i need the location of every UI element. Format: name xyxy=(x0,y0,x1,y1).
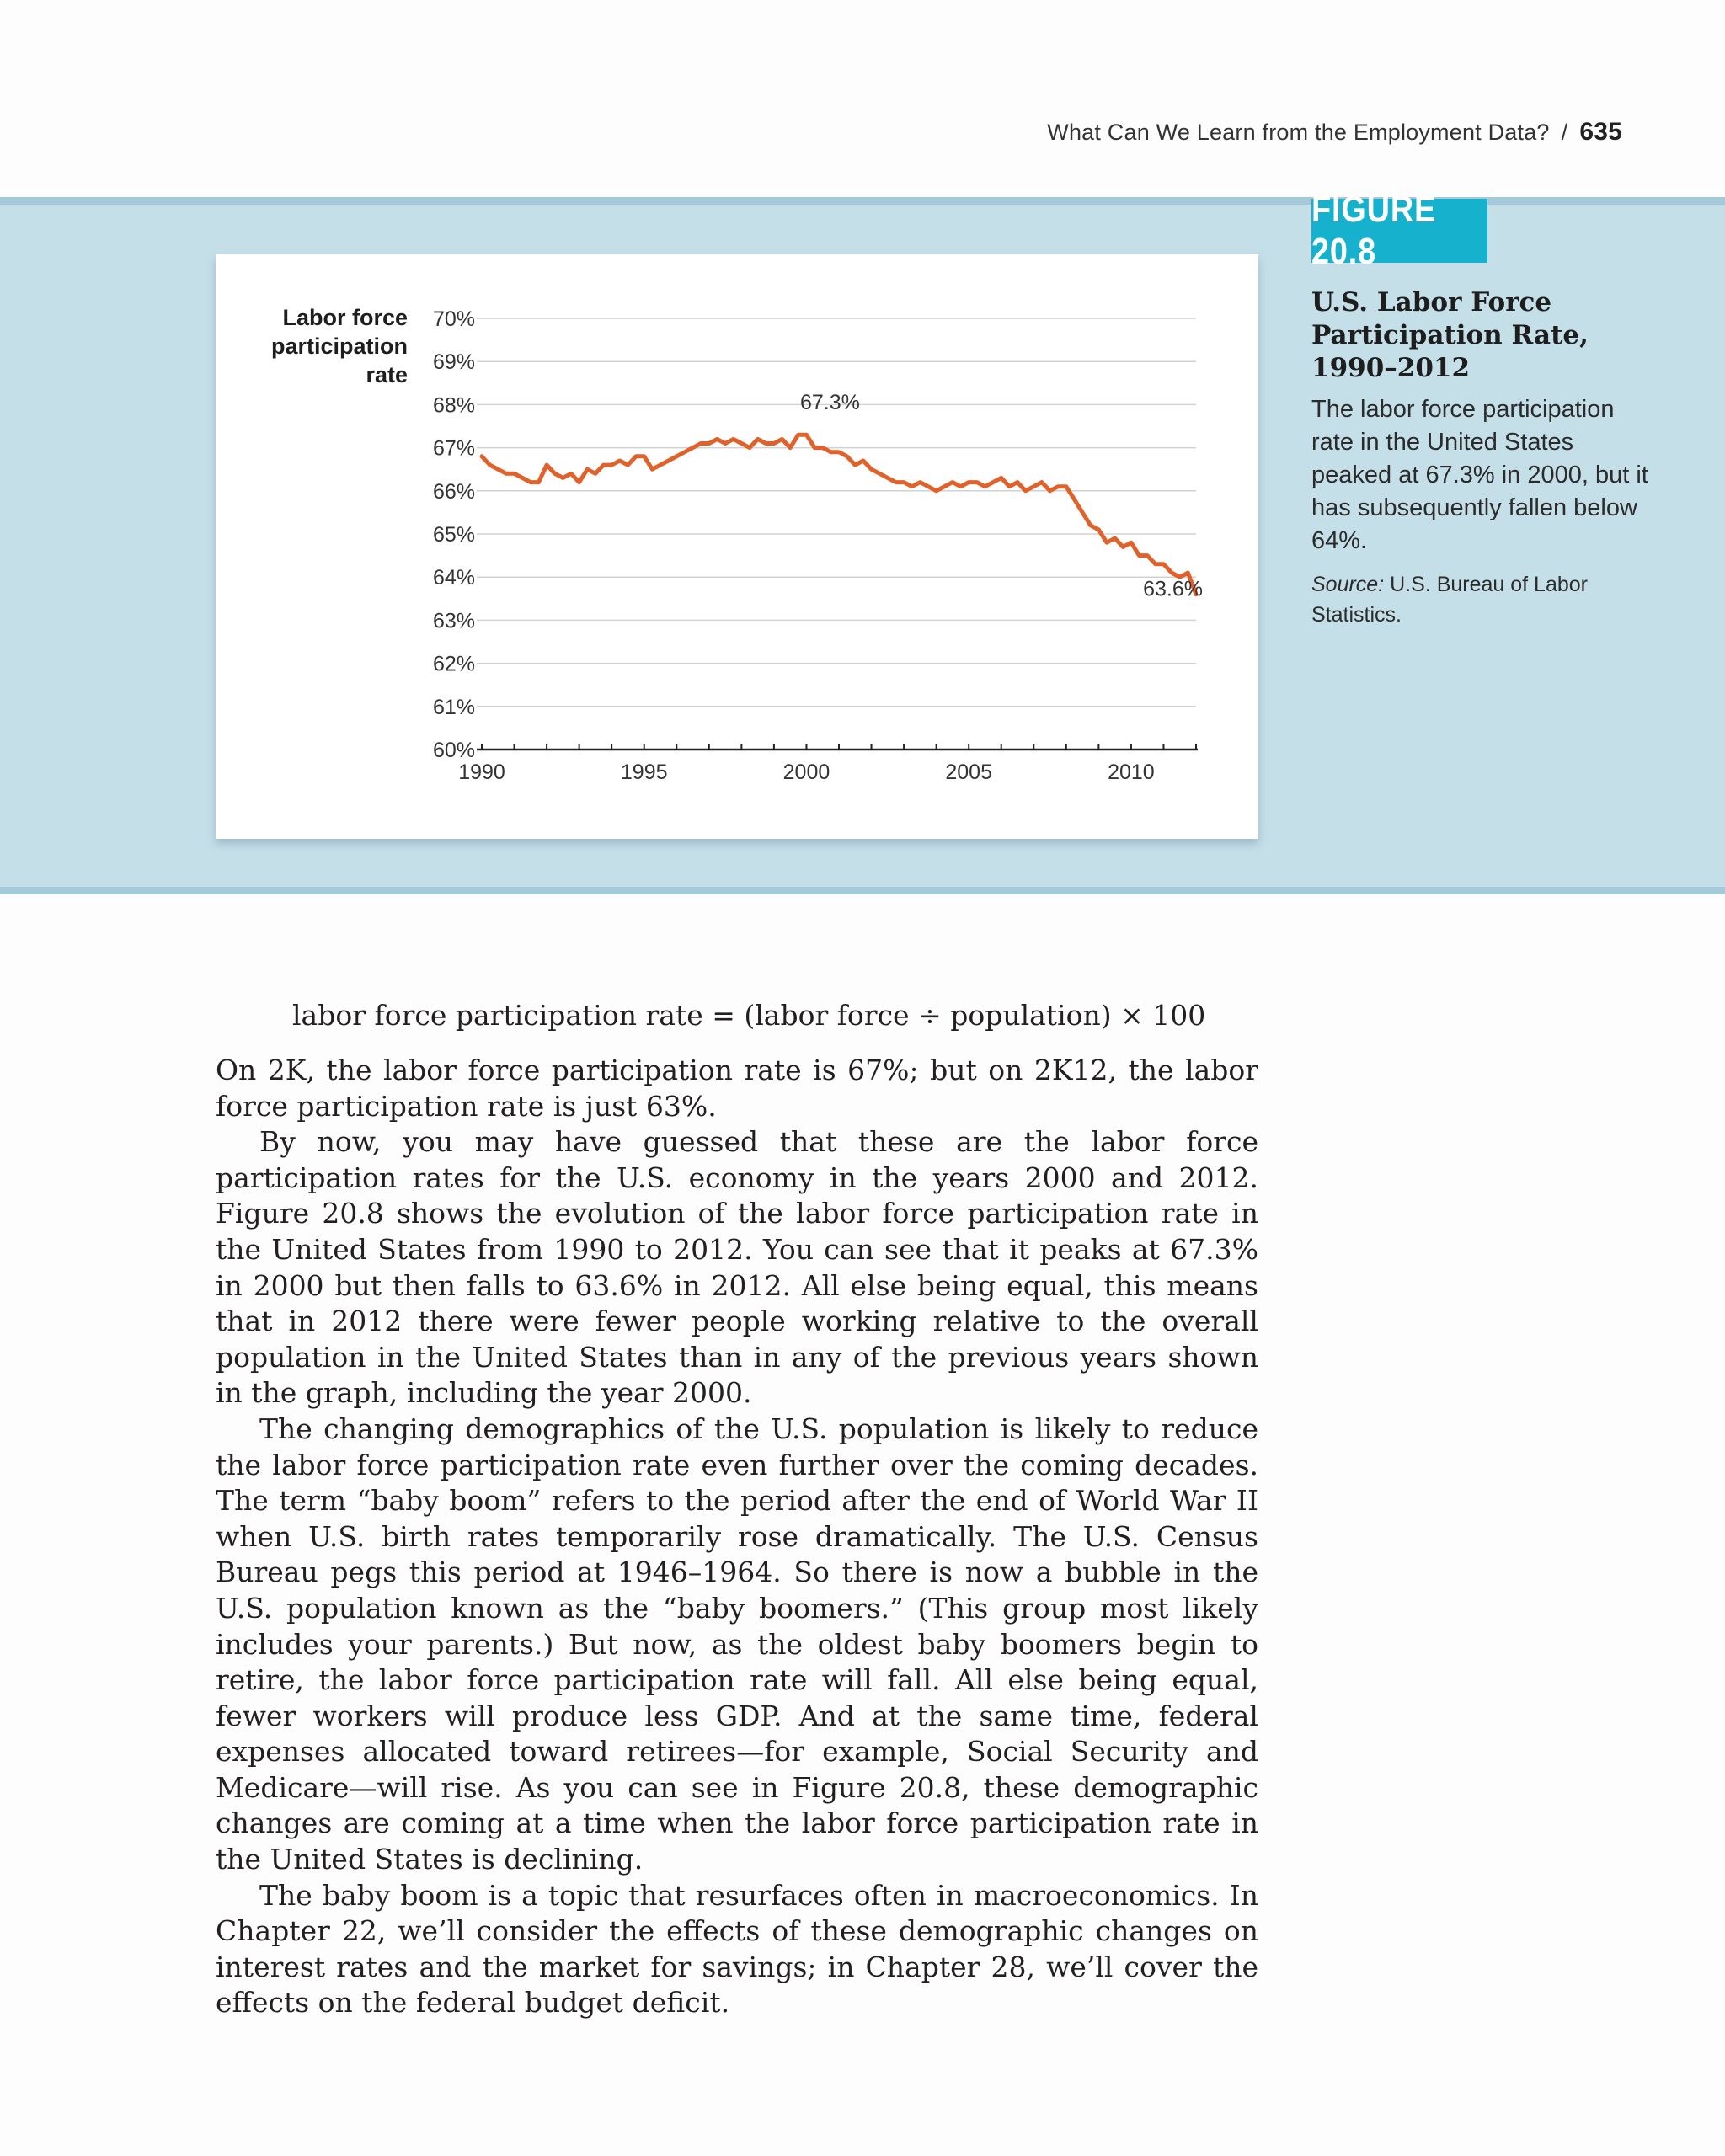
running-title: What Can We Learn from the Employment Data? xyxy=(1047,120,1550,145)
y-tick-label: 64% xyxy=(432,566,475,590)
source-label: Source: xyxy=(1311,573,1385,596)
y-tick-label: 62% xyxy=(432,652,475,676)
figure-description: The labor force participation rate in the United States peaked at 67.3% in 2000, but it has subsequently fallen below 64%. xyxy=(1311,396,1648,554)
x-tick-label: 1995 xyxy=(620,760,668,784)
figure-label: FIGURE 20.8 xyxy=(1311,199,1487,263)
equation: labor force participation rate = (labor force ÷ population) × 100 xyxy=(292,999,1206,1032)
y-axis-label xyxy=(271,305,408,387)
x-tick-label: 2005 xyxy=(945,760,992,784)
x-tick-label: 1990 xyxy=(458,760,505,784)
paragraph-3: The changing demographics of the U.S. population is likely to reduce the labor force participation rate even further over the coming decades. The term “baby boom” refers to the period after the end of World War II when U.S. birth rates temporarily rose dramatically. The U.S. Census Bureau pegs this period at 1946–1964. So there is now a bubble in the U.S. population known as the “baby boomers.” (This group most likely includes your parents.) But now, as the oldest baby boomers begin to retire, the labor force participation rate will fall. All else being equal, fewer workers will produce less GDP. And at the same time, federal expenses allocated toward retirees—for example, Social Security and Medicare—will rise. As you can see in Figure 20.8, these demographic changes are coming at a time when the labor force participation rate in the United States is declining. xyxy=(216,1412,1258,1876)
body-text xyxy=(216,1053,1258,2021)
paragraph-4: The baby boom is a topic that resurfaces often in macroeconomics. In Chapter 22, we’ll consider the effects of these demographic changes on interest rates and the market for savings; in Chapter 28, we’ll cover the effects on the federal budget deficit. xyxy=(216,1878,1258,2020)
x-axis xyxy=(477,744,1198,750)
series xyxy=(482,435,1196,595)
chart-card xyxy=(216,254,1258,839)
running-head-separator: / xyxy=(1561,120,1568,145)
figure-caption xyxy=(1311,286,1648,630)
paragraph-2: By now, you may have guessed that these are the labor force participation rates for the U.S. economy in the years 2000 and 2012. Figure 20.8 shows the evolution of the labor force participation rate in the United States from 1990 to 2012. You can see that it peaks at 67.3% in 2000 but then falls to 63.6% in 2012. All else being equal, this means that in 2012 there were fewer people working relative to the overall population in the United States than in any of the previous years shown in the graph, including the year 2000. xyxy=(216,1125,1258,1410)
peak-annotation: 67.3% xyxy=(800,391,860,415)
figure-title: U.S. Labor Force Participation Rate, 1990–2012 xyxy=(1311,287,1589,383)
labor-force-chart xyxy=(216,254,1258,839)
source-text: U.S. Bureau of Labor Statistics. xyxy=(1311,573,1588,627)
y-tick-label: 63% xyxy=(432,609,475,633)
y-tick-label: 66% xyxy=(432,479,475,504)
y-tick-label: 68% xyxy=(432,393,475,418)
y-tick-label: 61% xyxy=(432,695,475,719)
y-axis-title: Labor force participation rate xyxy=(270,305,408,387)
y-tick-label: 70% xyxy=(432,307,475,331)
annotations xyxy=(800,391,1203,600)
paragraph-1: On 2K, the labor force participation rate is 67%; but on 2K12, the labor force participation rate is just 63%. xyxy=(216,1054,1258,1123)
y-tick-label: 60% xyxy=(432,739,475,762)
y-tick-labels xyxy=(433,307,475,762)
x-tick-labels xyxy=(458,760,1155,784)
figure-source xyxy=(1311,569,1648,630)
series-line xyxy=(482,435,1196,595)
y-tick-label: 67% xyxy=(432,436,475,461)
y-tick-label: 65% xyxy=(432,523,475,547)
gridlines xyxy=(477,318,1196,707)
x-tick-label: 2010 xyxy=(1108,760,1155,784)
y-tick-label: 69% xyxy=(432,350,475,375)
page-number: 635 xyxy=(1579,118,1622,146)
end-annotation: 63.6% xyxy=(1143,577,1203,601)
running-head xyxy=(1047,118,1622,147)
x-tick-label: 2000 xyxy=(782,760,830,784)
